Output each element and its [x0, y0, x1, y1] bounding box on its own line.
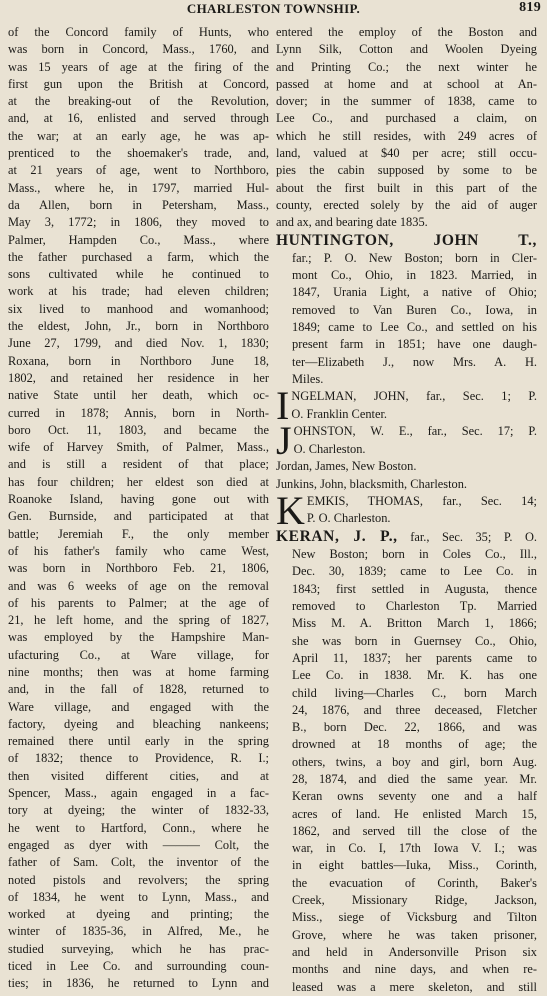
text-line: land, valued at $40 per acre; still occu-	[276, 146, 537, 161]
text-line: 21, he left home, and the spring of 1827,	[8, 613, 269, 628]
drop-cap: K	[276, 487, 305, 533]
entry-keran	[276, 528, 537, 996]
text-line: April 11, 1837; her parents came to	[292, 650, 537, 665]
text-line: six lived to manhood and womanhood;	[8, 301, 269, 316]
text-line: engaged as dyer with ——— Colt, the	[8, 837, 269, 852]
text-line: and Printing Co.; the next winter he	[276, 59, 537, 74]
text-line: and was 6 weeks of age on the removal	[8, 578, 269, 593]
text-line: mont Co., Ohio, in 1823. Married, in	[292, 268, 537, 283]
text-line: months and nine days, and when re-	[292, 962, 537, 977]
text-line: noted pistols and revolvers; the spring	[8, 872, 269, 887]
entry-ingelman	[276, 383, 537, 429]
entry-name: KERAN, J. P.,	[276, 527, 398, 545]
entry-kemkis	[276, 487, 537, 533]
text-line: 24, 1876, and three deceased, Fletcher	[292, 702, 537, 717]
text-line: of his parents to Palmer; at the age of	[8, 595, 269, 610]
text-line: 1843; first settled in Augusta, thence	[292, 581, 537, 596]
drop-cap: I	[276, 383, 290, 429]
text-line: pies the cabin supposed by some to be	[276, 163, 537, 178]
text-line: Roxana, born in Northboro June 18,	[8, 353, 269, 368]
text-line: Creek, Missionary Ridge, Jackson,	[292, 893, 537, 908]
text-line: acres of land. He enlisted March 15,	[292, 806, 537, 821]
entry-huntington	[276, 232, 537, 389]
text-line: work at his trade; had eleven children;	[8, 284, 269, 299]
text-line: removed to Charleston Tp. Married	[292, 599, 537, 614]
text-line: entered the employ of the Boston and	[276, 25, 537, 39]
entry-line: far., Sec. 35; P. O.	[397, 529, 537, 544]
text-line: Lynn Silk, Cotton and Woolen Dyeing	[276, 42, 537, 57]
text-line: of his father's family who came West,	[8, 543, 269, 558]
entry-line: EMKIS, THOMAS, far., Sec. 14;	[306, 493, 537, 508]
text-line: tory at dyeing; the winter of 1832-33,	[8, 803, 269, 818]
text-line: Gen. Burnside, and participated at that	[8, 509, 269, 524]
text-line: Spencer, Mass., again engaged in a fac-	[8, 786, 269, 801]
text-line: of 1834, he went to Lynn, Mass., and	[8, 889, 269, 904]
text-line: 28, 1874, and died the same year. Mr.	[292, 771, 537, 786]
text-line: at the breaking-out of the Revolution,	[8, 94, 269, 109]
text-line: ticed in Lee Co. and surrounding coun-	[8, 959, 269, 974]
entry-line: O. Franklin Center.	[291, 406, 387, 421]
text-line: Roanoke Island, having gone out with	[8, 492, 269, 507]
text-line: remained there until early in the spring	[8, 734, 269, 749]
text-line: the war; at an early age, he was ap-	[8, 128, 269, 143]
text-line: factory, dyeing and bleaching nankeens;	[8, 716, 269, 731]
text-line: 1849; came to Lee Co., and settled on his	[292, 320, 537, 335]
text-line: was 15 years of age at the firing of the	[8, 59, 269, 74]
text-line: he went to Hartford, Conn., where he	[8, 820, 269, 835]
text-line: curred in 1878; Annis, born in North-	[8, 405, 269, 420]
left-column	[8, 24, 269, 993]
entry-line: P. O. Charleston.	[306, 511, 391, 526]
continued-entry	[276, 24, 537, 232]
text-line: the evacuation of Corinth, Baker's	[292, 875, 537, 890]
text-line: about the first built in this part of the	[276, 180, 537, 195]
text-line: Keran owns seventy one and a half	[292, 789, 537, 804]
text-line: has four children; her eldest son died at	[8, 474, 269, 489]
text-line: sons cultivated while he continued to	[8, 267, 269, 282]
entry-line: O. Charleston.	[293, 441, 366, 456]
text-line: at 21 years of age, went to Northboro,	[8, 163, 269, 178]
text-line: and, in the fall of 1828, returned to	[8, 682, 269, 697]
text-line: was born in Concord, Mass., 1760, and	[8, 42, 269, 57]
text-line: worked at dyeing and printing; the	[8, 907, 269, 922]
text-line: ufacturing Co., at Ware village, for	[8, 647, 269, 662]
text-line: in eight battles—Iuka, Miss., Corinth,	[292, 858, 537, 873]
text-line: she was born in Guernsey Co., Ohio,	[292, 633, 537, 648]
drop-cap: J	[276, 418, 292, 464]
text-line: and held in Andersonville Prison six	[292, 944, 537, 959]
text-line: of the Concord family of Hunts, who	[8, 25, 269, 39]
text-line: May 3, 1772; in 1806, they moved to	[8, 215, 269, 230]
text-line: Miles.	[292, 371, 324, 386]
entry-line: NGELMAN, JOHN, far., Sec. 1; P.	[291, 389, 537, 404]
text-line: father of Sam. Colt, the inventor of the	[8, 855, 269, 870]
entry-line: OHNSTON, W. E., far., Sec. 17; P.	[293, 424, 537, 439]
text-line: removed to Van Buren Co., Iowa, in	[292, 302, 537, 317]
text-line: county, erected solely by the aid of auger	[276, 197, 537, 212]
text-line: which he still resides, with 249 acres of	[276, 128, 537, 143]
text-line: 1862, and served till the close of the	[292, 823, 537, 838]
page-number: 819	[519, 0, 541, 15]
page-title: CHARLESTON TOWNSHIP.	[186, 1, 361, 16]
text-line: winter of 1835-36, in Alfred, Me., he	[8, 924, 269, 939]
text-line: studied surveying, which he has prac-	[8, 941, 269, 956]
entry-name: HUNTINGTON, JOHN T.,	[276, 231, 537, 249]
text-line: and is still a resident of that place;	[8, 457, 269, 472]
text-line: drowned at 18 months of age; the	[292, 737, 537, 752]
text-line: and, at 16, enlisted and served through	[8, 111, 269, 126]
text-line: nine months; then was at home farming	[8, 664, 269, 679]
text-line: Grove, where he was taken prisoner,	[292, 927, 537, 942]
text-line: was employed by the Hampshire Man-	[8, 630, 269, 645]
text-line: New Boston; born in Coles Co., Ill.,	[292, 547, 537, 562]
text-line: Miss M. A. Britton March 1, 1866;	[292, 616, 537, 631]
text-line: Palmer, Hampden Co., Mass., where	[8, 232, 269, 247]
text-line: the eldest, John, Jr., born in Northboro	[8, 319, 269, 334]
text-line: ties; in 1836, he returned to Lynn and	[8, 976, 269, 991]
text-line: 1802, and retained her residence in her	[8, 370, 269, 385]
entry-junkins: Junkins, John, blacksmith, Charleston.	[276, 476, 468, 491]
text-line: prenticed to the shoemaker's trade, and,	[8, 146, 269, 161]
text-line: was born in Northboro Feb. 21, 1806,	[8, 561, 269, 576]
text-line: others, twins, a boy and girl, born Aug.	[292, 754, 537, 769]
entry-jordan: Jordan, James, New Boston.	[276, 459, 417, 474]
text-line: da Allen, born in Petersham, Mass.,	[8, 197, 269, 212]
text-line: ter—Elizabeth J., now Mrs. A. H.	[292, 354, 537, 369]
text-line: child living—Charles C., born March	[292, 685, 537, 700]
text-line: then visited different cities, and at	[8, 768, 269, 783]
text-line: far.; P. O. New Boston; born in Cler-	[292, 250, 537, 265]
text-line: June 27, 1799, and died Nov. 1, 1830;	[8, 336, 269, 351]
text-line: the father purchased a farm, which the	[8, 249, 269, 264]
text-line: B., born Dec. 22, 1866, and was	[292, 720, 537, 735]
text-line: 1847, Urania Light, a native of Ohio;	[292, 285, 537, 300]
text-line: boro Oct. 11, 1803, and became the	[8, 422, 269, 437]
text-line: war, in Co. I, 17th Iowa V. I.; was	[292, 841, 537, 856]
text-line: Ware village, and engaged with the	[8, 699, 269, 714]
text-line: wife of Harvey Smith, of Palmer, Mass.,	[8, 440, 269, 455]
right-column	[276, 24, 537, 996]
text-line: Lee Co., and purchased a claim, on	[276, 111, 537, 126]
text-line: passed at home and at school at An-	[276, 76, 537, 91]
text-line: Lee Co. in 1838. Mr. K. has one	[292, 668, 537, 683]
text-line: and ax, and bearing date 1835.	[276, 215, 428, 230]
text-line: present farm in 1851; have one daugh-	[292, 337, 537, 352]
text-line: battle; Jeremiah F., the only member	[8, 526, 269, 541]
text-line: of 1832; thence to Providence, R. I.;	[8, 751, 269, 766]
text-line: first gun upon the British at Concord,	[8, 76, 269, 91]
text-line: Dec. 30, 1839; came to Lee Co. in	[292, 564, 537, 579]
text-line: Mass., where he, in 1797, married Hul-	[8, 180, 269, 195]
text-line: native State until her death, which oc-	[8, 388, 269, 403]
text-line: Miss., siege of Vicksburg and Tilton	[292, 910, 537, 925]
entry-johnston	[276, 418, 537, 464]
text-line: dover; in the summer of 1838, came to	[276, 94, 537, 109]
running-head	[0, 0, 547, 16]
text-line: leased was a mere skeleton, and still	[292, 979, 537, 994]
